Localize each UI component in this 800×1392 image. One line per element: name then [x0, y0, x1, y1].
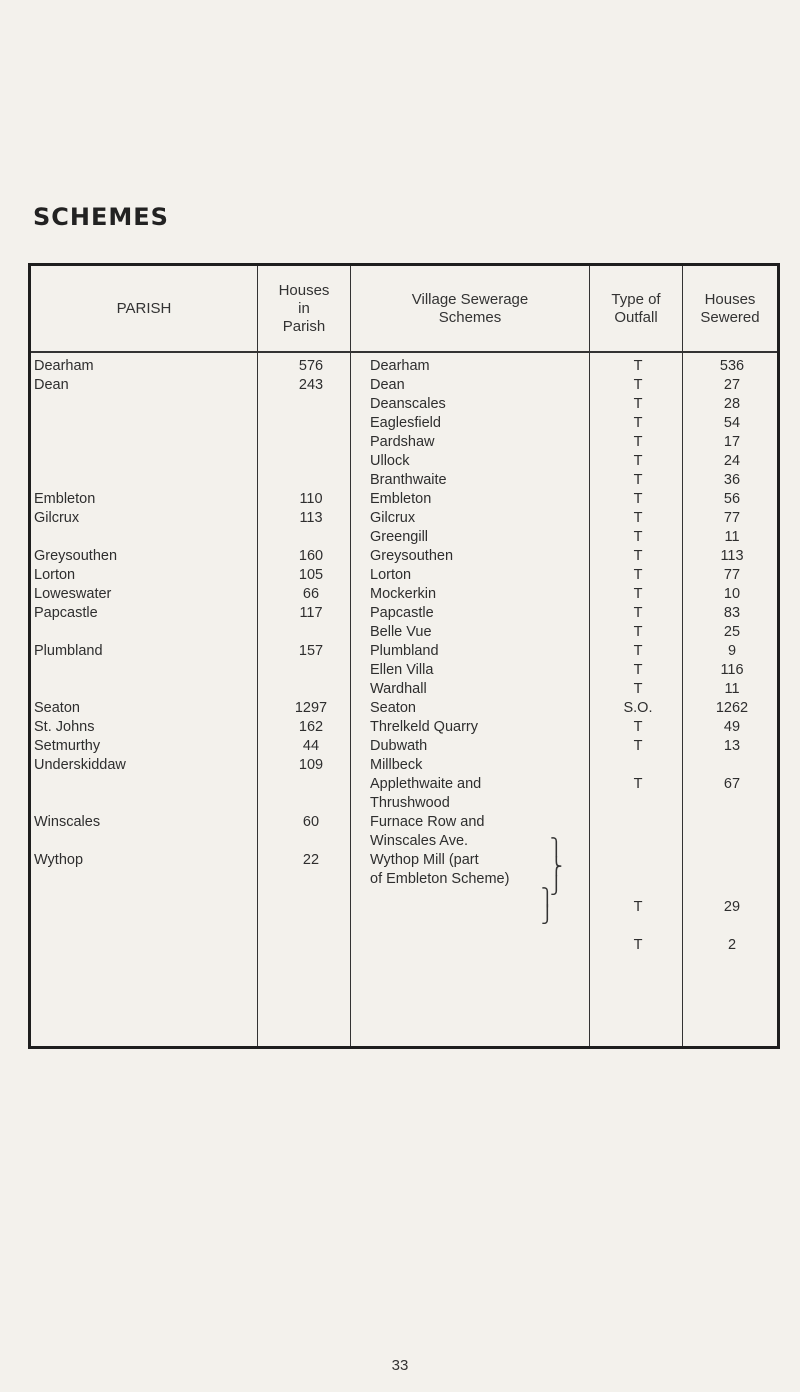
- outfall-cell: T: [633, 624, 643, 640]
- outfall-cell: T: [633, 453, 643, 469]
- table-row: [31, 414, 777, 433]
- table-row: [31, 737, 777, 756]
- outfall-cell: T: [633, 491, 643, 507]
- table-row: [31, 585, 777, 604]
- scheme-cell: Branthwaite: [370, 472, 447, 488]
- scheme-cell: of Embleton Scheme): [370, 871, 510, 887]
- sewered-cell: 9: [727, 643, 737, 659]
- outfall-cell: T: [633, 586, 643, 602]
- parish-cell: Seaton: [34, 700, 80, 716]
- table-row: [31, 680, 777, 699]
- table-row: [31, 870, 777, 889]
- scheme-cell: Embleton: [370, 491, 432, 507]
- table-row: [31, 471, 777, 490]
- outfall-cell: S.O.: [623, 700, 653, 716]
- houses-cell: 105: [298, 567, 324, 583]
- parish-cell: Dearham: [34, 358, 94, 374]
- table-row: [31, 718, 777, 737]
- sewered-cell: 83: [723, 605, 741, 621]
- outfall-cell: T: [633, 681, 643, 697]
- sewered-cell: 2: [727, 937, 737, 953]
- sewered-cell: 29: [723, 899, 741, 915]
- scheme-cell: Pardshaw: [370, 434, 435, 450]
- header-houses-in-parish: Houses in Parish: [278, 281, 330, 335]
- sewered-cell: 28: [723, 396, 741, 412]
- sewered-cell: 77: [723, 567, 741, 583]
- table-row: [31, 756, 777, 775]
- scheme-cell: Greysouthen: [370, 548, 454, 564]
- header-outfall: Type of Outfall: [611, 290, 661, 326]
- brace-top: ⎫: [541, 888, 554, 908]
- header-schemes: Village Sewerage Schemes: [411, 290, 529, 326]
- outfall-cell: T: [633, 937, 643, 953]
- table-row: [31, 395, 777, 414]
- houses-cell: 157: [298, 643, 324, 659]
- houses-cell: 44: [302, 738, 320, 754]
- table-row: [31, 661, 777, 680]
- scheme-cell: Eaglesfield: [370, 415, 441, 431]
- table-row: [31, 490, 777, 509]
- parish-cell: Lorton: [34, 567, 76, 583]
- parish-cell: Papcastle: [34, 605, 98, 621]
- outfall-cell: T: [633, 899, 643, 915]
- outfall-cell: T: [633, 396, 643, 412]
- table-row: [31, 832, 777, 851]
- scheme-cell: Threlkeld Quarry: [370, 719, 478, 735]
- brace-bottom: ⎭: [541, 905, 554, 925]
- page-number: 33: [391, 1357, 409, 1374]
- outfall-cell: T: [633, 776, 643, 792]
- table-row: [31, 623, 777, 642]
- scheme-cell: Applethwaite and: [370, 776, 482, 792]
- table-row: [31, 851, 777, 870]
- houses-cell: 109: [298, 757, 324, 773]
- header-divider: [31, 351, 777, 353]
- scheme-cell: Dean: [370, 377, 405, 393]
- sewered-cell: 10: [723, 586, 741, 602]
- brace-middle: ⎬: [550, 857, 563, 877]
- scheme-cell: Gilcrux: [370, 510, 416, 526]
- houses-cell: 243: [298, 377, 324, 393]
- houses-cell: 576: [298, 358, 324, 374]
- houses-cell: 160: [298, 548, 324, 564]
- table-row: [31, 433, 777, 452]
- table-row: [31, 566, 777, 585]
- table-row: [31, 357, 777, 376]
- table-row: [31, 642, 777, 661]
- sewered-cell: 11: [724, 681, 740, 697]
- houses-cell: 110: [299, 491, 323, 507]
- parish-cell: Wythop: [34, 852, 84, 868]
- sewered-cell: 27: [723, 377, 741, 393]
- scheme-cell: Plumbland: [370, 643, 439, 659]
- page-heading: SCHEMES: [33, 203, 169, 231]
- table-row: [31, 699, 777, 718]
- houses-cell: 1297: [294, 700, 328, 716]
- brace-bottom: ⎭: [550, 876, 563, 896]
- scheme-cell: Furnace Row and: [370, 814, 485, 830]
- header-sewered: Houses Sewered: [700, 290, 760, 326]
- table-row: [31, 936, 777, 955]
- houses-cell: 117: [299, 605, 323, 621]
- sewered-cell: 536: [719, 358, 745, 374]
- table-row: [31, 813, 777, 832]
- houses-cell: 162: [298, 719, 324, 735]
- sewered-cell: 36: [723, 472, 741, 488]
- brace-top: ⎫: [550, 838, 563, 858]
- scheme-cell: Deanscales: [370, 396, 446, 412]
- table-row: [31, 604, 777, 623]
- houses-cell: 113: [299, 510, 323, 526]
- sewered-cell: 113: [720, 548, 744, 564]
- houses-cell: 66: [302, 586, 320, 602]
- sewered-cell: 1262: [715, 700, 749, 716]
- outfall-cell: T: [633, 529, 643, 545]
- scheme-cell: Ullock: [370, 453, 410, 469]
- sewered-cell: 49: [723, 719, 741, 735]
- parish-cell: Loweswater: [34, 586, 112, 602]
- scheme-cell: Winscales Ave.: [370, 833, 469, 849]
- houses-cell: 22: [302, 852, 320, 868]
- table-row: [31, 376, 777, 395]
- outfall-cell: T: [633, 719, 643, 735]
- scheme-cell: Lorton: [370, 567, 412, 583]
- scheme-cell: Dubwath: [370, 738, 428, 754]
- sewered-cell: 54: [723, 415, 741, 431]
- sewered-cell: 67: [723, 776, 741, 792]
- outfall-cell: T: [633, 548, 643, 564]
- parish-cell: Plumbland: [34, 643, 103, 659]
- scheme-cell: Wardhall: [370, 681, 427, 697]
- scheme-cell: Dearham: [370, 358, 430, 374]
- scheme-cell: Papcastle: [370, 605, 434, 621]
- outfall-cell: T: [633, 605, 643, 621]
- parish-cell: Embleton: [34, 491, 96, 507]
- sewered-cell: 77: [723, 510, 741, 526]
- parish-cell: Dean: [34, 377, 69, 393]
- scheme-cell: Seaton: [370, 700, 416, 716]
- sewered-cell: 24: [723, 453, 741, 469]
- houses-cell: 60: [302, 814, 320, 830]
- outfall-cell: T: [633, 643, 643, 659]
- parish-cell: St. Johns: [34, 719, 95, 735]
- scheme-cell: Greengill: [370, 529, 429, 545]
- sewered-cell: 56: [723, 491, 741, 507]
- parish-cell: Winscales: [34, 814, 101, 830]
- outfall-cell: T: [633, 358, 643, 374]
- scheme-cell: Millbeck: [370, 757, 423, 773]
- table-row: [31, 452, 777, 471]
- outfall-cell: T: [633, 377, 643, 393]
- table-row: [31, 547, 777, 566]
- scheme-cell: Belle Vue: [370, 624, 432, 640]
- header-parish: PARISH: [116, 299, 172, 317]
- parish-cell: Greysouthen: [34, 548, 118, 564]
- outfall-cell: T: [633, 415, 643, 431]
- sewered-cell: 17: [723, 434, 741, 450]
- outfall-cell: T: [633, 434, 643, 450]
- outfall-cell: T: [633, 510, 643, 526]
- outfall-cell: T: [633, 662, 643, 678]
- parish-cell: Gilcrux: [34, 510, 80, 526]
- table-row: [31, 528, 777, 547]
- table-row: [31, 794, 777, 813]
- scheme-cell: Mockerkin: [370, 586, 437, 602]
- sewered-cell: 25: [723, 624, 741, 640]
- sewered-cell: 11: [724, 529, 740, 545]
- sewered-cell: 116: [720, 662, 744, 678]
- outfall-cell: T: [633, 738, 643, 754]
- scheme-cell: Thrushwood: [370, 795, 450, 811]
- scheme-cell: Ellen Villa: [370, 662, 434, 678]
- table-row: [31, 775, 777, 794]
- schemes-table: [28, 263, 780, 1049]
- table-row: [31, 898, 777, 917]
- sewered-cell: 13: [723, 738, 741, 754]
- outfall-cell: T: [633, 567, 643, 583]
- scheme-cell: Wythop Mill (part: [370, 852, 479, 868]
- outfall-cell: T: [633, 472, 643, 488]
- parish-cell: Underskiddaw: [34, 757, 126, 773]
- table-row: [31, 509, 777, 528]
- parish-cell: Setmurthy: [34, 738, 101, 754]
